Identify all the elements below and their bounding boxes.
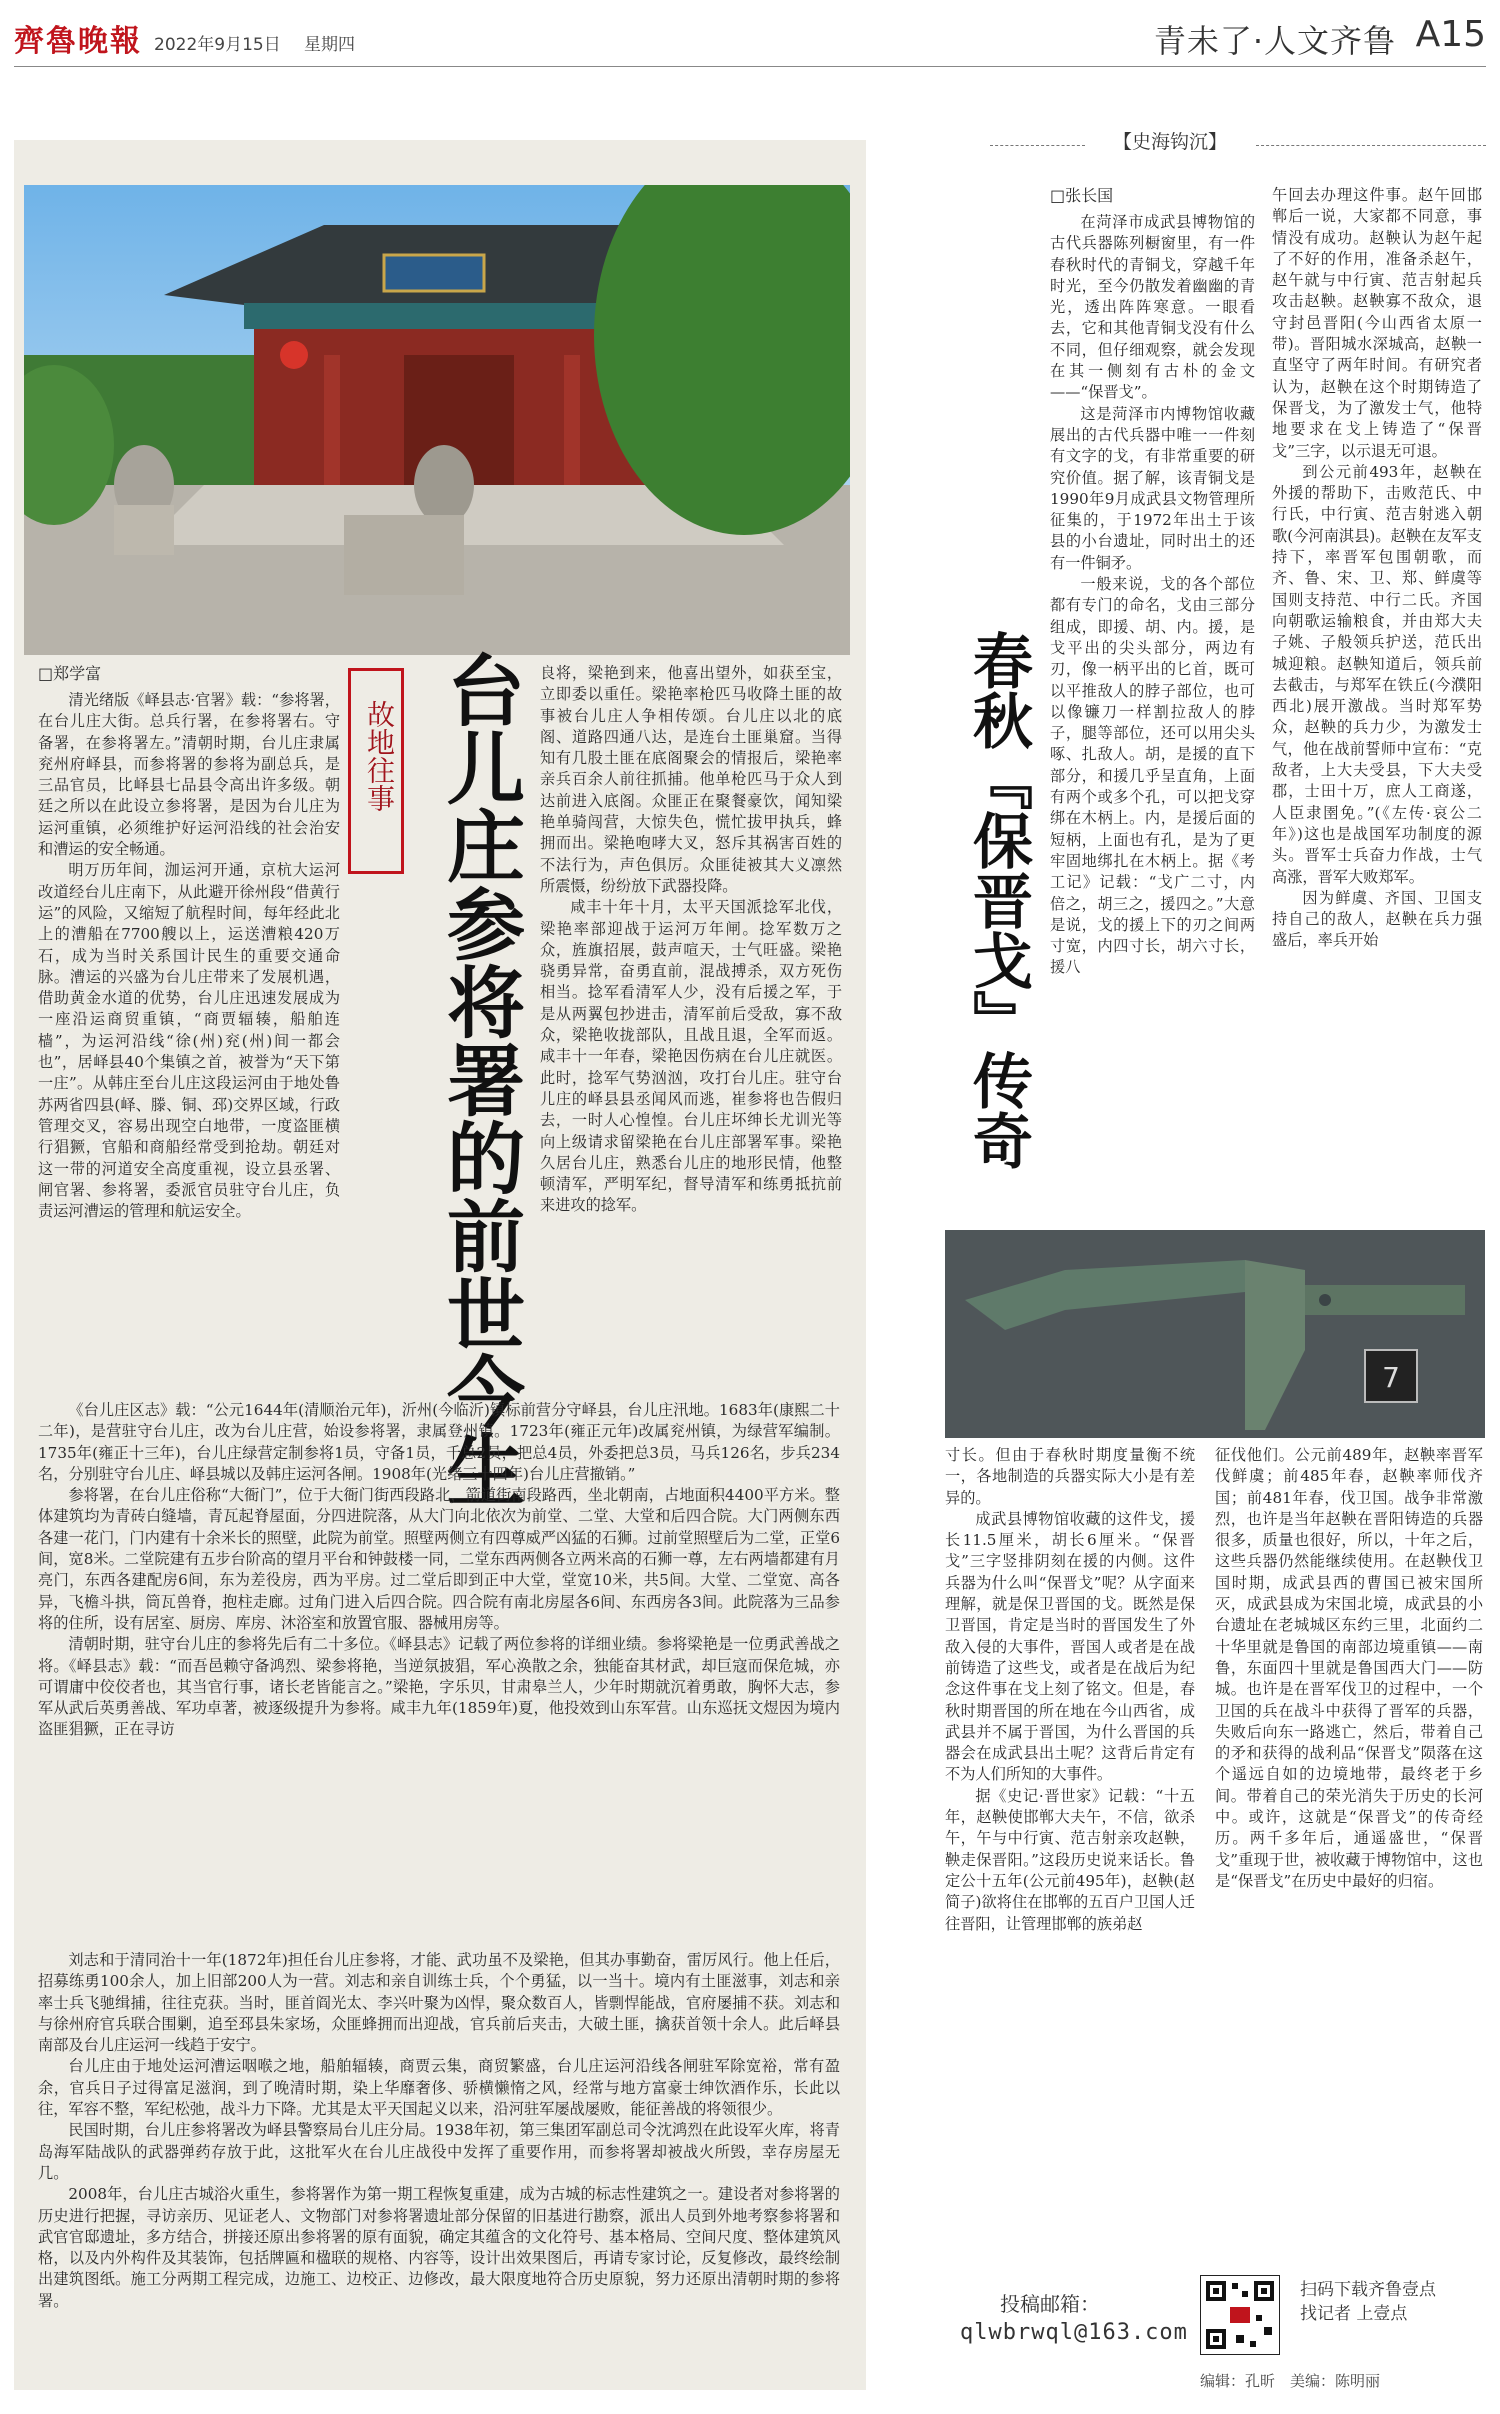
paragraph: 参将署，在台儿庄俗称“大衙门”，位于大衙门街西段路北，箭道街南段路西，坐北朝南，占地面积4400平方米。整体建筑均为青砖白缝墙，青瓦起脊屋面，分四进院落，从大门向北依次为前堂、二堂、大堂和后四合院。大门两侧东西各建一花门，门内建有十余米长的照壁，此院为前堂。照壁两侧立有四尊威严凶猛的石狮。过前堂照壁后为二堂，正堂6间，宽8米。二堂院建有五步台阶高的望月平台和钟鼓楼一同，二堂东西两侧各立两米高的石狮一尊，左右两墙都建有月亮门，东西各建配房6间，东为差役房，西为平房。过二堂后即到正中大堂，堂宽10米，共5间。大堂、二堂宽、高各异，飞檐斗拱，筒瓦兽脊，抱柱走廊。过角门进入后四合院。四合院有南北房屋各6间、东西房各3间。此院落为三品参将的住所，设有居室、厨房、库房、沐浴室和放置官服、器械用房等。 [38,1486,840,1632]
paragraph: 民国时期，台儿庄参将署改为峄县警察局台儿庄分局。1938年初，第三集团军副总司令沈鸿烈在此设军火库，将青岛海军陆战队的武器弹药存放于此，这批军火在台儿庄战役中发挥了重要作用，而参将署却被战火所毁，幸存房屋无几。 [38,2121,840,2182]
article-2-column-3 [945,1445,1195,2265]
article-2-headline: 春秋『保晋戈』传奇 [963,630,1033,1170]
paragraph: 2008年，台儿庄古城浴火重生，参将署作为第一期工程恢复重建，成为古城的标志性建筑之一。建设者对参将署的历史进行把握，寻访亲历、见证老人、文物部门对参将署遗址部分保留的旧基进行勘察，派出人员到外地考察参将署和武官官邸遗址，多方结合，拼接还原出参将署的原有面貌，确定其蕴含的文化符号、基本格局、空间尺度、整体建筑风格，以及内外构件及其装饰，包括牌匾和楹联的规格、内容等，设计出效果图后，再请专家讨论，反复修改，最终绘制出建筑图纸。施工分两期工程完成，边施工、边校正、边修改，最大限度地符合历史原貌，努力还原出清朝时期的参将署。 [38,2185,840,2310]
paragraph: 刘志和于清同治十一年(1872年)担任台儿庄参将，才能、武功虽不及梁艳，但其办事勤奋，雷厉风行。他上任后，招募练勇100余人，加上旧部200人为一营。刘志和亲自训练士兵，个个勇猛，以一当十。境内有土匪滋事，刘志和亲率士兵飞驰缉捕，往往克获。当时，匪首阎光太、李兴叶聚为凶悍，聚众数百人，皆剽悍能战，官府屡捕不获。刘志和与徐州府官兵联合围剿，追至邳县朱家场，众匪蜂拥而出迎战，官兵前后夹击，大破土匪，擒获首领十余人。此后峄县南部及台儿庄运河一线趋于安宁。 [38,1951,840,2055]
editor-credits: 编辑：孔昕 美编：陈明丽 [1200,2372,1381,2390]
submission-email[interactable]: qlwbrwql@163.com [960,2320,1188,2345]
qr-caption-line-2: 找记者 上壹点 [1300,2304,1408,2324]
rubric-rule-left [990,145,1085,146]
paragraph: 据《史记·晋世家》记载：“十五年，赵鞅使邯郸大夫午，不信，欲杀午，午与中行寅、范吉射亲攻赵鞅，鞅走保晋阳。”这段历史说来话长。鲁定公十五年(公元前495年)，赵鞅(赵简子)欲将住在邯郸的五百户卫国人迁往晋阳，让管理邯郸的族弟赵 [945,1786,1195,1933]
temple-gate-photo [24,185,850,655]
page-number: A15 [1415,14,1486,55]
article-1-byline: □郑学富 [38,664,102,683]
paragraph: 成武县博物馆收藏的这件戈，援长11.5厘米，胡长6厘米。“保晋戈”三字竖排阴刻在援的内侧。这件兵器为什么叫“保晋戈”呢？从字面来理解，就是保卫晋国的戈。既然是保卫晋国，肯定是当时的晋国发生了外敌入侵的大事件，晋国人或者是在战前铸造了这些戈，或者是在战后为纪念这件事在戈上刻了铭文。但是，春秋时期晋国的所在地在今山西省，成武县并不属于晋国，为什么晋国的兵器会在成武县出土呢？这背后肯定有不为人们所知的大事件。 [945,1509,1195,1784]
paragraph: 到公元前493年，赵鞅在外援的帮助下，击败范氏、中行氏，中行寅、范吉射逃入朝歌(今河南淇县)。赵鞅在友军支持下，率晋军包围朝歌，而齐、鲁、宋、卫、郑、鲜虞等国则支持范、中行二氏。齐国向朝歌运输粮食，并由郑大夫子姚、子般领兵护送，范氏出城迎粮。赵鞅知道后，领兵前去截击，与郑军在铁丘(今濮阳西北)展开激战。当时郑军势众，赵鞅的兵力少，为激发士气，他在战前誓师中宣布：“克敌者，上大夫受县，下大夫受郡，士田十万，庶人工商遂，人臣隶圉免。”(《左传·哀公二年》)这也是战国军功制度的源头。晋军士兵奋力作战，士气高涨，晋军大败郑军。 [1272,462,1482,886]
article-1-column-1-lower [38,1400,840,1741]
qr-code-icon[interactable] [1200,2275,1280,2355]
paragraph: 台儿庄由于地处运河漕运咽喉之地，船舶辐辏，商贾云集，商贸繁盛，台儿庄运河沿线各闸驻军除宽裕，常有盈余，官兵日子过得富足滋润，到了晚清时期，染上华靡奢侈、骄横懒惰之风，经常与地方富豪士绅饮酒作乐，长此以往，军容不整，军纪松弛，战斗力下降。尤其是太平天国起义以来，沿河驻军屡战屡败，能征善战的将领很少。 [38,2057,840,2119]
article-1-column-2-lower [38,1950,840,2312]
article-2-byline: □张长国 [1050,186,1114,205]
publication-weekday: 星期四 [304,35,355,55]
article-2-column-2 [1272,185,1482,1217]
paragraph: 征伐他们。公元前489年，赵鞅率晋军伐鲜虞；前485年春，赵鞅率师伐齐国；前481年春，伐卫国。战争非常激烈，也许是当年赵鞅在晋阳铸造的兵器很多，质量也很好，所以，十年之后，这些兵器仍然能继续使用。在赵鞅伐卫国时期，成武县西的曹国已被宋国所灭，成武县成为宋国北境，成武县的小台遗址在老城城区东约三里，北面约二十华里就是鲁国的南部边境重镇——南鲁，东面四十里就是鲁国西大门——防城。也许是在晋军伐卫的过程中，一个卫国的兵在战斗中获得了晋军的兵器，失败后向东一路逃亡，然后，带着自己的矛和获得的战利品“保晋戈”陨落在这个遥远自如的边境地带，最终老于乡间。带着自己的荣光消失于历史的长河中。或许，这就是“保晋戈”的传奇经历。两千多年后，通遥盛世，“保晋戈”重现于世，被收藏于博物馆中，这也是“保晋戈”在历史中最好的归宿。 [1215,1446,1483,1890]
publication-date: 2022年9月15日 [154,35,281,55]
paragraph: 午回去办理这件事。赵午回邯郸后一说，大家都不同意，事情没有成功。赵鞅认为赵午起了不好的作用，准备杀赵午，赵午就与中行寅、范吉射起兵攻击赵鞅。赵鞅寡不敌众，退守封邑晋阳(今山西省太原一带)。晋阳城水深城高，赵鞅一直坚守了两年时间。有研究者认为，赵鞅在这个时期铸造了保晋戈，为了激发士气，他特地要求在戈上铸造了“保晋戈”三字，以示退无可退。 [1272,186,1482,460]
paragraph: 咸丰十年十月，太平天国派捻军北伐，梁艳率部迎战于运河万年闸。捻军数万之众，旌旗招展，鼓声喧天，士气旺盛。梁艳骁勇异常，奋勇直前，混战搏杀，双方死伤相当。捻军看清军人少，没有后援之军，于是从两翼包抄进击，清军前后受敌，寡不敌众，梁艳收拢部队，且战且退，全军而返。咸丰十一年春，梁艳因伤病在台儿庄就医。此时，捻军气势汹汹，攻打台儿庄。驻守台儿庄的峄县县丞闻风而逃，崔参将也告假归去，一时人心惶惶。台儿庄坏绅长尤训光等向上级请求留梁艳在台儿庄部署军事。梁艳久居台儿庄，熟悉台儿庄的地形民情，他整顿清军，严明军纪，督导清军和练勇抵抗前来进攻的捻军。 [540,898,842,1215]
qr-caption [1300,2278,1436,2326]
section-title: 青未了·人文齐鲁 [1153,22,1396,60]
submission-label: 投稿邮箱： [1000,2292,1100,2316]
article-1-column-2 [540,663,842,1217]
paragraph: 因为鲜虞、齐国、卫国支持自己的敌人，赵鞅在兵力强盛后，率兵开始 [1272,888,1482,950]
masthead [14,10,1486,62]
article-2-column-4 [1215,1445,1483,2265]
bronze-ge-photo [945,1230,1485,1438]
article-1-rubric: 故地往事 [363,700,396,812]
newspaper-logo: 齊魯晚報 [14,24,142,59]
exhibit-number-label: 7 [1382,1361,1400,1394]
paragraph: 《台儿庄区志》载：“公元1644年(清顺治元年)，沂州(今临沂)镇标前营分守峄县，台儿庄汛地。1683年(康熙二十二年)，是营驻守台儿庄，改为台儿庄营，始设参将署，隶属登州镇。1723年(雍正元年)改属兖州镇，为绿营军编制。1735年(雍正十三年)，台儿庄绿营定制参将1员，守备1员，千总2员，把总4员，外委把总3员，马兵126名，步兵234名，分别驻守台儿庄、峄县城以及韩庄运河各闸。1908年(光绪三十四年)台儿庄营撤销。” [38,1401,840,1483]
rubric-rule-right [1256,145,1486,146]
article-1-column-1 [38,690,340,1222]
paragraph: 清光绪版《峄县志·官署》载：“参将署，在台儿庄大街。总兵行署，在参将署右。守备署，在参将署左。”清朝时期，台儿庄隶属兖州府峄县，而参将署的参将为副总兵，是三品官员，比峄县七品县令高出许多级。朝廷之所以在此设立参将署，是因为台儿庄为运河重镇，必须维护好运河沿线的社会治安和漕运的安全畅通。 [38,691,340,859]
article-2-rubric: 【史海钩沉】 [1112,131,1227,153]
article-1-headline: 台儿庄参将署的前世今生 [434,650,525,1508]
bronze-ge-illustration [945,1230,1485,1438]
paragraph: 这是菏泽市内博物馆收藏展出的古代兵器中唯一一件刻有文字的戈，有非常重要的研究价值。据了解，该青铜戈是1990年9月成武县文物管理所征集的，于1972年出土于该县的小台遗址，同时出土的还有一件铜矛。 [1050,404,1255,572]
paragraph: 良将，梁艳到来，他喜出望外，如获至宝，立即委以重任。梁艳率枪匹马收降土匪的故事被台儿庄人争相传颂。台儿庄以北的底阁、道路四通八达，是连台土匪巢窟。当得知有几股土匪在底阁聚会的情报后，梁艳率亲兵百余人前往抓捕。他单枪匹马于众人到达前进入底阁。众匪正在聚餐豪饮，闻知梁艳单骑闯营，大惊失色，慌忙拔甲执兵，蜂拥而出。梁艳咆哮大叉，怒斥其祸害百姓的不法行为，声色俱厉。众匪徒被其大义凛然所震慑，纷纷放下武器投降。 [540,664,842,895]
article-2-column-1 [1050,212,1255,1217]
qr-code-graphic [1200,2275,1280,2355]
paragraph: 清朝时期，驻守台儿庄的参将先后有二十多位。《峄县志》记载了两位参将的详细业绩。参将梁艳是一位勇武善战之将。《峄县志》载：“而吾邑赖守备鸿烈、梁参将艳，当逆氛披猖，军心涣散之余，独能奋其材武，却巨寇而保危城，亦可谓庸中佼佼者也，其当官行事，诸长老皆能言之。”梁艳，字乐贝，甘肃皋兰人，少年时期就沉着勇敢，胸怀大志，参军从武后英勇善战、军功卓著，被逐级提升为参将。咸丰九年(1859年)夏，他投效到山东军营。山东巡抚文煜因为境内盗匪猖獗，正在寻访 [38,1635,840,1739]
paragraph: 寸长。但由于春秋时期度量衡不统一，各地制造的兵器实际大小是有差异的。 [945,1446,1195,1507]
paragraph: 明万历年间，泇运河开通，京杭大运河改道经台儿庄南下，从此避开徐州段“借黄行运”的风险，又缩短了航程时间，每年经此北上的漕船在7700艘以上，运送漕粮420万石，成为当时关系国计民生的重要交通命脉。漕运的兴盛为台儿庄带来了发展机遇，借助黄金水道的优势，台儿庄迅速发展成为一座沿运商贸重镇，“商贾辐辏，船舶连樯”，为运河沿线“徐(州)兖(州)间一都会也”，居峄县40个集镇之首，被誉为“天下第一庄”。从韩庄至台儿庄这段运河由于地处鲁苏两省四县(峄、滕、铜、邳)交界区域，行政管理交叉，容易出现空白地带，一度盗匪横行猖獗，官船和商船经常受到抢劫。朝廷对这一带的河道安全高度重视，设立县丞署、闸官署、参将署，委派官员驻守台儿庄，负责运河漕运的管理和航运安全。 [38,861,340,1221]
paragraph: 在菏泽市成武县博物馆的古代兵器陈列橱窗里，有一件春秋时代的青铜戈，穿越千年时光，至今仍散发着幽幽的青光，透出阵阵寒意。一眼看去，它和其他青铜戈没有什么不同，但仔细观察，就会发现在其一侧刻有古朴的金文——“保晋戈”。 [1050,213,1255,402]
qr-caption-line-1: 扫码下载齐鲁壹点 [1300,2280,1436,2300]
header-rule [14,66,1486,67]
temple-gate-illustration [24,185,850,655]
paragraph: 一般来说，戈的各个部位都有专门的命名，戈由三部分组成，即援、胡、内。援，是戈平出的尖头部分，两边有刃，像一柄平出的匕首，既可以平推敌人的脖子部位，也可以像镰刀一样割拉敌人的脖子，腿等部位，还可以用尖头啄、扎敌人。胡，是援的直下部分，和援几乎呈直角，上面有两个或多个孔，可以把戈穿绑在木柄上。内，是援后面的短柄，上面也有孔，是为了更牢固地绑扎在木柄上。据《考工记》记载：“戈广二寸，内倍之，胡三之，援四之。”大意是说，戈的援上下的刃之间两寸宽，内四寸长，胡六寸长，援八 [1050,575,1255,977]
